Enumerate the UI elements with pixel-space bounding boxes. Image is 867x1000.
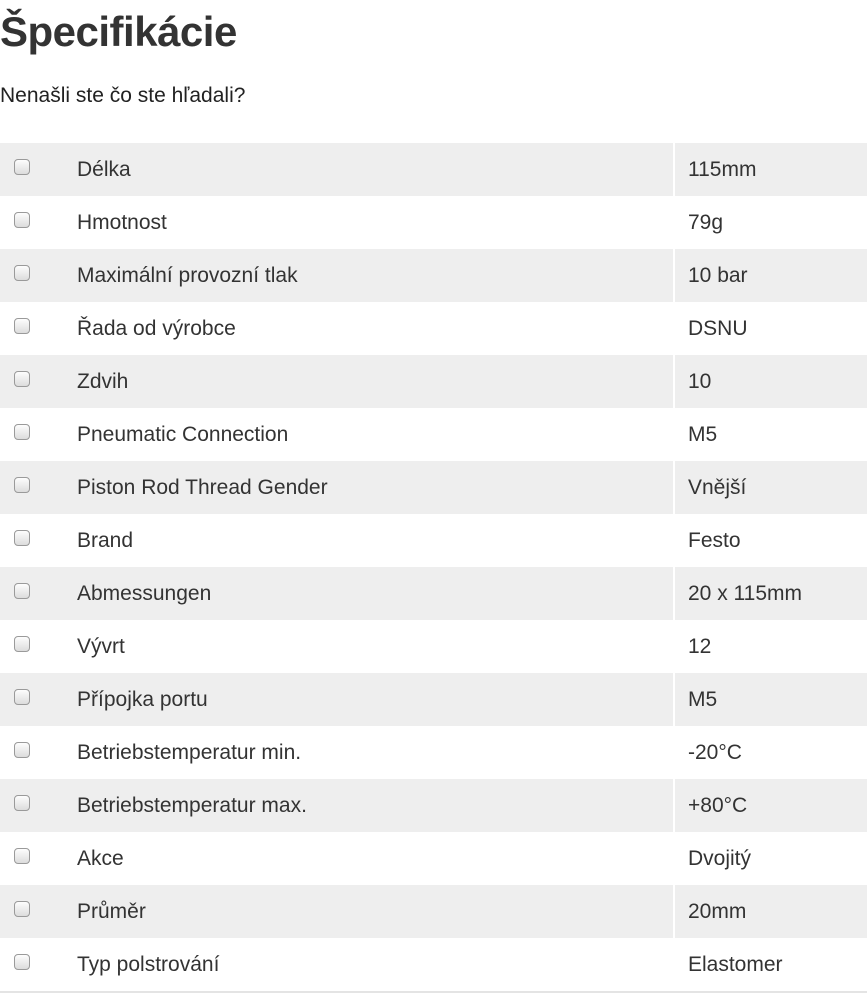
- spec-checkbox[interactable]: [14, 583, 30, 599]
- spec-row: [0, 302, 867, 355]
- spec-value: 20mm: [674, 885, 867, 938]
- spec-name: Abmessungen: [50, 567, 674, 620]
- spec-value: -20°C: [674, 726, 867, 779]
- spec-checkbox[interactable]: [14, 901, 30, 917]
- spec-checkbox[interactable]: [14, 318, 30, 334]
- spec-name: Průměr: [50, 885, 674, 938]
- spec-row: [0, 143, 867, 196]
- spec-checkbox[interactable]: [14, 742, 30, 758]
- spec-value: 12: [674, 620, 867, 673]
- spec-checkbox[interactable]: [14, 954, 30, 970]
- spec-value: 79g: [674, 196, 867, 249]
- page-title: Špecifikácie: [0, 8, 237, 55]
- spec-row: [0, 355, 867, 408]
- spec-checkbox[interactable]: [14, 371, 30, 387]
- spec-name: Přípojka portu: [50, 673, 674, 726]
- spec-checkbox[interactable]: [14, 689, 30, 705]
- spec-row: [0, 885, 867, 938]
- spec-value: Vnější: [674, 461, 867, 514]
- spec-checkbox[interactable]: [14, 265, 30, 281]
- spec-checkbox[interactable]: [14, 424, 30, 440]
- spec-name: Délka: [50, 143, 674, 196]
- spec-name: Řada od výrobce: [50, 302, 674, 355]
- spec-checkbox[interactable]: [14, 636, 30, 652]
- spec-checkbox[interactable]: [14, 477, 30, 493]
- spec-checkbox[interactable]: [14, 530, 30, 546]
- spec-row: [0, 620, 867, 673]
- spec-name: Betriebstemperatur min.: [50, 726, 674, 779]
- spec-checkbox[interactable]: [14, 848, 30, 864]
- spec-value: 20 x 115mm: [674, 567, 867, 620]
- spec-name: Zdvih: [50, 355, 674, 408]
- spec-row: [0, 938, 867, 991]
- spec-name: Typ polstrování: [50, 938, 674, 991]
- spec-value: Elastomer: [674, 938, 867, 991]
- spec-row: [0, 461, 867, 514]
- spec-value: +80°C: [674, 779, 867, 832]
- spec-name: Brand: [50, 514, 674, 567]
- not-found-link-text[interactable]: Nenašli ste čo ste hľadali?: [0, 84, 246, 107]
- spec-row: [0, 832, 867, 885]
- spec-checkbox[interactable]: [14, 212, 30, 228]
- spec-value: 10: [674, 355, 867, 408]
- spec-value: M5: [674, 673, 867, 726]
- specifications-table: [0, 143, 867, 991]
- spec-name: Pneumatic Connection: [50, 408, 674, 461]
- spec-name: Piston Rod Thread Gender: [50, 461, 674, 514]
- table-bottom-divider: [0, 991, 867, 993]
- spec-row: [0, 779, 867, 832]
- spec-row: [0, 726, 867, 779]
- spec-row: [0, 408, 867, 461]
- spec-name: Betriebstemperatur max.: [50, 779, 674, 832]
- spec-value: M5: [674, 408, 867, 461]
- spec-row: [0, 249, 867, 302]
- spec-row: [0, 514, 867, 567]
- spec-value: Dvojitý: [674, 832, 867, 885]
- spec-name: Vývrt: [50, 620, 674, 673]
- spec-value: 10 bar: [674, 249, 867, 302]
- spec-name: Maximální provozní tlak: [50, 249, 674, 302]
- spec-name: Hmotnost: [50, 196, 674, 249]
- spec-value: DSNU: [674, 302, 867, 355]
- spec-value: 115mm: [674, 143, 867, 196]
- spec-row: [0, 673, 867, 726]
- spec-checkbox[interactable]: [14, 159, 30, 175]
- spec-row: [0, 196, 867, 249]
- spec-name: Akce: [50, 832, 674, 885]
- spec-row: [0, 567, 867, 620]
- spec-checkbox[interactable]: [14, 795, 30, 811]
- spec-value: Festo: [674, 514, 867, 567]
